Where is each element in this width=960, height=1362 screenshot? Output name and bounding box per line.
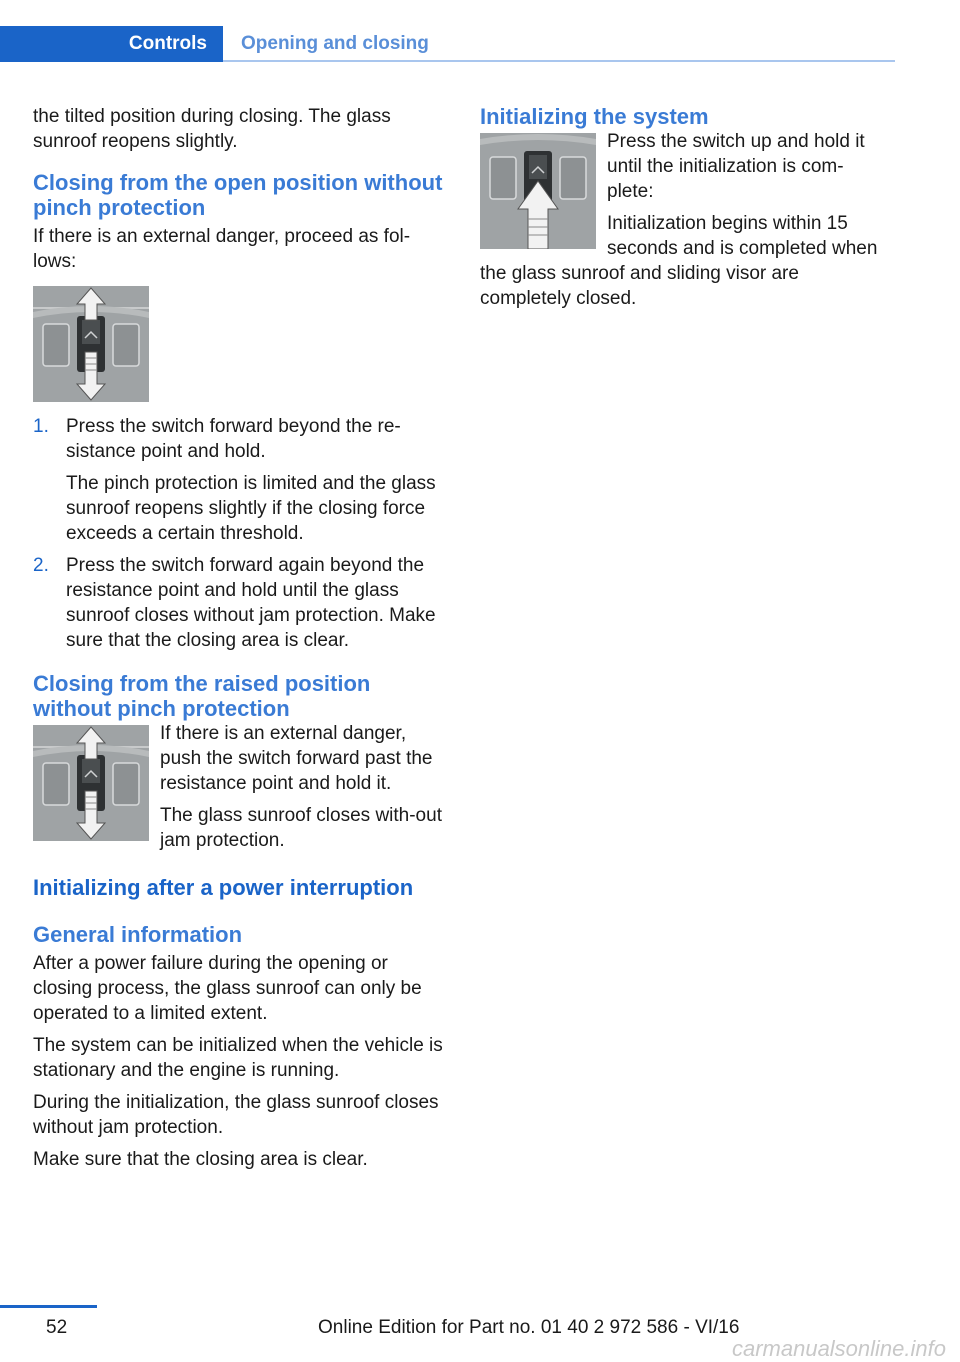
intro-text: the tilted position during closing. The glass sunroof reopens slightly.: [33, 106, 391, 152]
init-para-1: Press the switch up and hold it until the initialization is com‐plete:: [607, 131, 865, 202]
step-number: 2.: [33, 555, 49, 576]
heading-closing-open: Closing from the open position without pinch protection: [33, 170, 443, 220]
closing-open-para: If there is an external danger, proceed as fol‐lows:: [33, 226, 411, 272]
list-item: [33, 553, 449, 653]
heading-general-information: General information: [33, 922, 243, 947]
raised-para-2: The glass sunroof closes with‐out jam protection.: [160, 805, 442, 851]
watermark: carmanualsonline.info: [731, 1336, 946, 1361]
switch-up-down-arrows-icon: [33, 286, 149, 402]
raised-block: [33, 721, 449, 860]
general-para-4: Make sure that the closing area is clear.: [33, 1149, 368, 1170]
init-para-2: Initialization begins within 15 seconds and is completed when the glass sunroof and sliding visor are completely closed.: [480, 213, 878, 309]
header-bar: [0, 26, 895, 62]
heading-closing-raised: Closing from the raised position without pinch protection: [33, 671, 371, 721]
raised-para-1: If there is an external danger, push the switch forward past the resistance point and hold it.: [160, 723, 433, 794]
page-number: 52: [46, 1317, 68, 1338]
step-number: 1.: [33, 416, 49, 437]
steps-list: [33, 414, 449, 653]
general-para-2: The system can be initialized when the vehicle is stationary and the engine is running.: [33, 1035, 443, 1081]
heading-initializing-system: Initializing the system: [480, 104, 709, 129]
left-column: [33, 104, 449, 1179]
general-para-1: After a power failure during the opening or closing process, the glass sunroof can only be operated to a limited extent.: [33, 953, 422, 1024]
step-note: The pinch protection is limited and the glass sunroof reopens slightly if the closing force exceeds a certain threshold.: [66, 473, 436, 544]
edition-text: Online Edition for Part no. 01 40 2 972 586 - VI/16: [318, 1317, 740, 1338]
right-column: [480, 104, 890, 311]
header-divider: [223, 60, 895, 62]
step-text: Press the switch forward again beyond the resistance point and hold until the glass sunroof closes without jam protection. Make sure that the closing area is clear.: [66, 555, 436, 651]
step-text: Press the switch forward beyond the re‐sistance point and hold.: [66, 416, 401, 462]
heading-power-interruption: Initializing after a power interruption: [33, 875, 414, 900]
list-item: [33, 414, 449, 546]
tab-controls[interactable]: Controls: [0, 26, 223, 62]
footer-divider: [0, 1305, 97, 1308]
general-para-3: During the initialization, the glass sunroof closes without jam protection.: [33, 1092, 439, 1138]
tab-opening-and-closing[interactable]: Opening and closing: [241, 33, 429, 54]
init-block: [480, 129, 890, 311]
switch-up-arrow-icon: [480, 133, 596, 249]
switch-up-down-arrows-icon: [33, 725, 149, 841]
